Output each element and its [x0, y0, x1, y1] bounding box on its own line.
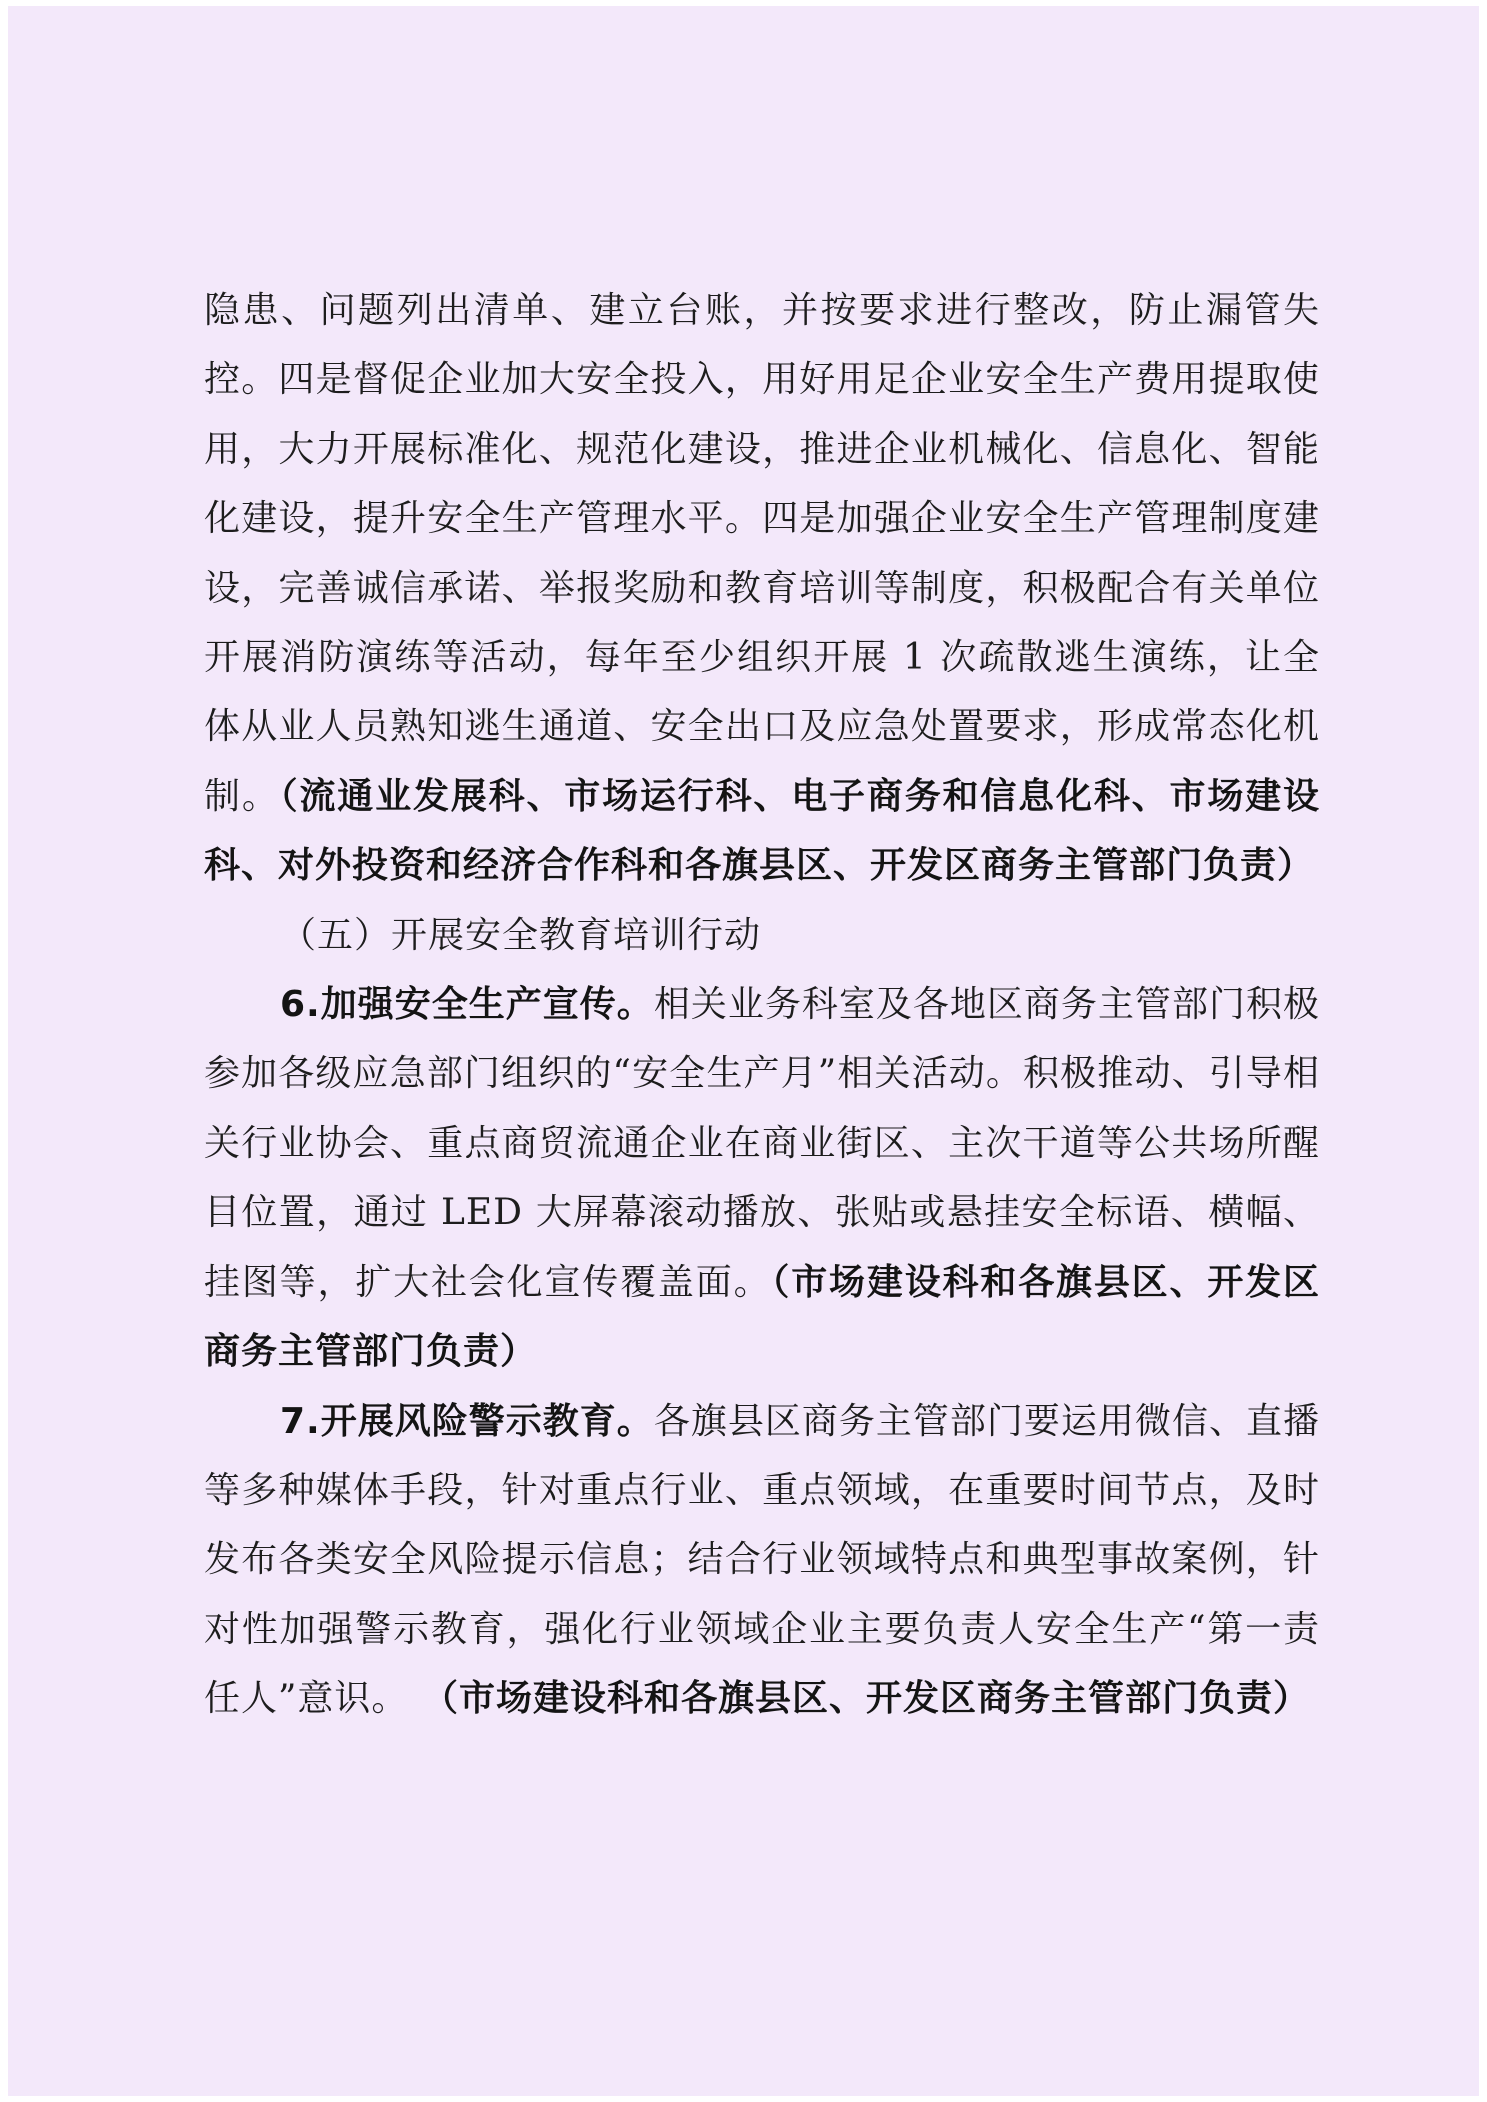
responsible-departments: （流通业发展科、市场运行科、电子商务和信息化科、市场建设科、对外投资和经济合作科和各旗县区、开发区商务主管部门负责） — [204, 775, 1320, 887]
paragraph-text: 隐患、问题列出清单、建立台账，并按要求进行整改，防止漏管失控。四是督促企业加大安全投入，用好用足企业安全生产费用提取使用，大力开展标准化、规范化建设，推进企业机械化、信息化、智能化建设，提升安全生产管理水平。四是加强企业安全生产管理制度建设，完善诚信承诺、举报奖励和教育培训等制度，积极配合有关单位开展消防演练等活动，每年至少组织开展 1 次疏散逃生演练，让全体从业人员熟知逃生通道、安全出口及应急处置要求，形成常态化机制。 — [204, 290, 1320, 817]
item-6-text: 相关业务科室及各地区商务主管部门积极参加各级应急部门组织的“安全生产月”相关活动。积极推动、引导相关行业协会、重点商贸流通企业在商业街区、主次干道等公共场所醒目位置，通过 LED 大屏幕滚动播放、张贴或悬挂安全标语、横幅、挂图等，扩大社会化宣传覆盖面。 — [204, 984, 1320, 1303]
item-7-title: 7.开展风险警示教育。 — [280, 1400, 654, 1442]
item-7-responsible: （市场建设科和各旗县区、开发区商务主管部门负责） — [408, 1678, 1310, 1720]
section-heading: （五）开展安全教育培训行动 — [280, 914, 762, 956]
item-6-title: 6.加强安全生产宣传。 — [280, 984, 654, 1026]
item-7-text: 各旗县区商务主管部门要运用微信、直播等多种媒体手段，针对重点行业、重点领域，在重要时间节点，及时发布各类安全风险提示信息；结合行业领域特点和典型事故案例，针对性加强警示教育，强化行业领域企业主要负责人安全生产“第一责任人”意识。 — [204, 1400, 1320, 1720]
document-page — [8, 6, 1479, 2096]
paragraph-continuation — [204, 276, 1320, 901]
item-6-responsible: （市场建设科和各旗县区、开发区商务主管部门负责） — [204, 1261, 1320, 1373]
item-7 — [204, 1387, 1320, 1734]
item-6 — [204, 970, 1320, 1386]
document-body — [204, 276, 1320, 1734]
